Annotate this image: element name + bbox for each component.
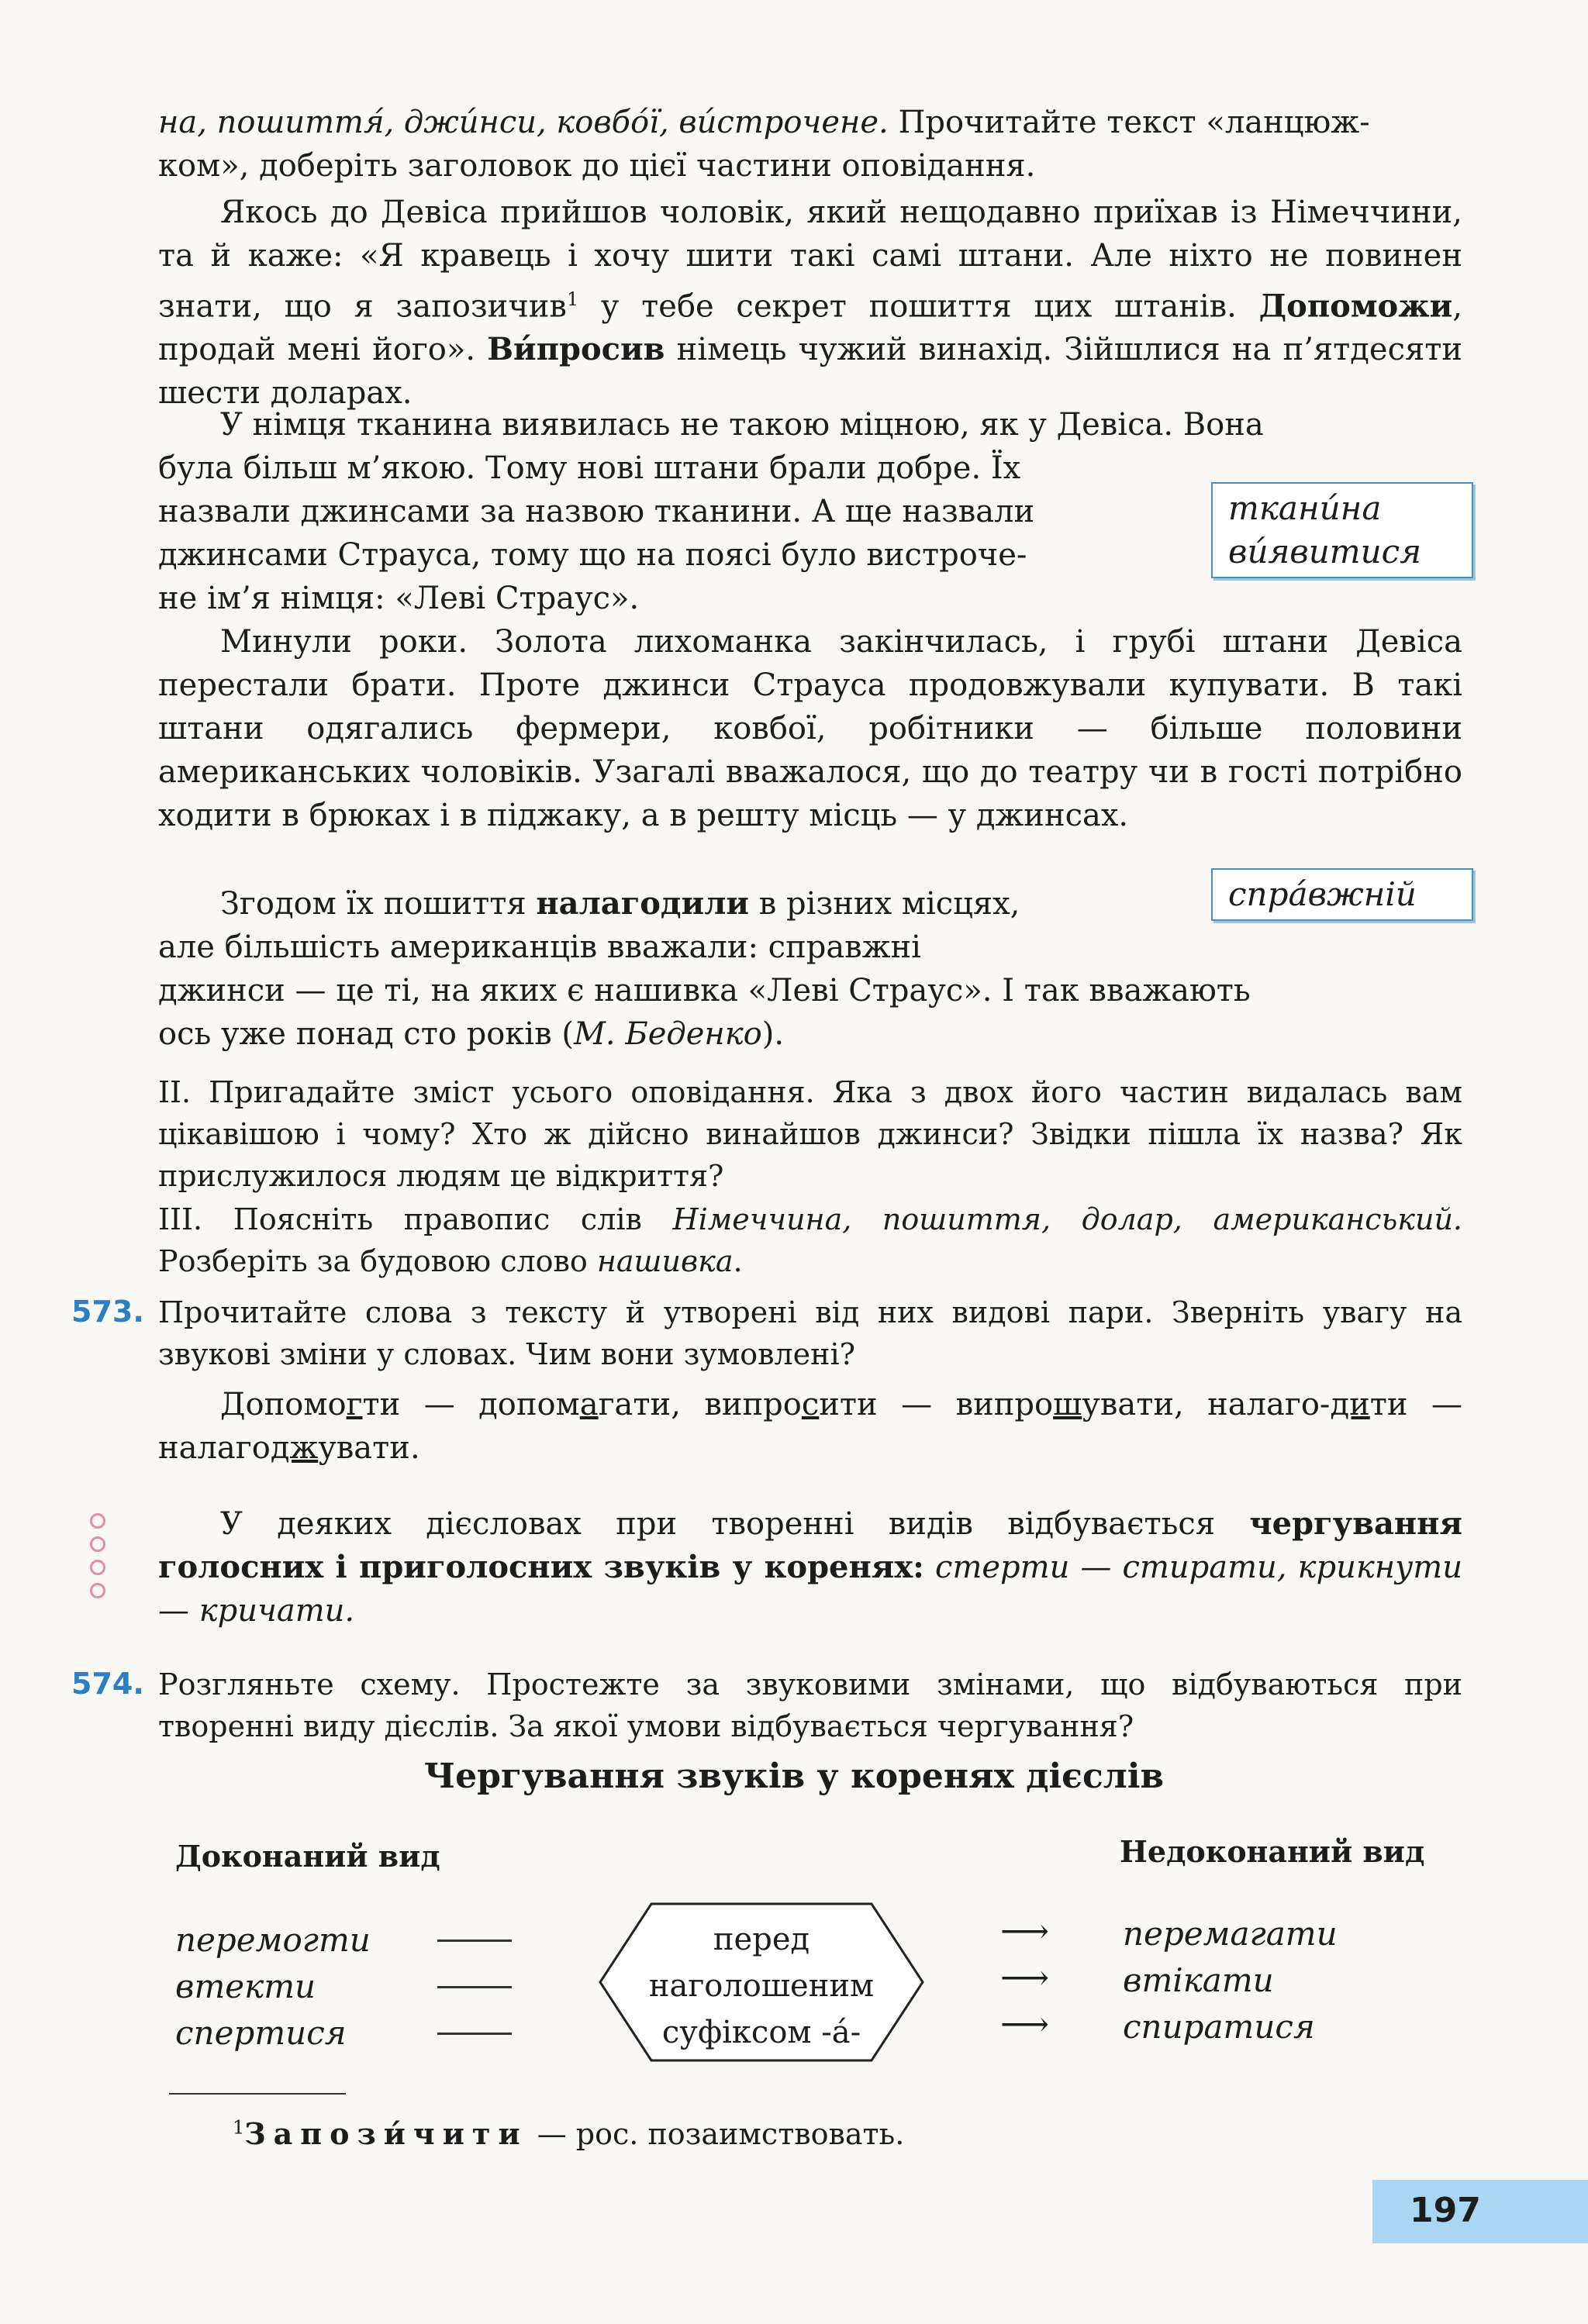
task-2: II. Пригадайте зміст усього оповідання. Яка з двох його частин видалась вам цікавішою і чому? Хто ж дійсно винайшов джинси? Звідки пішла їх назва? Як прислужилося людям це відкриття? (158, 1075, 1462, 1193)
p4-line-2: але більшість американців вважали: справжні (158, 929, 921, 965)
gloss-word-tkanyna: ткани́на (1228, 489, 1382, 527)
intro-text-2: ком», доберіть заголовок до цієї частини оповідання. (158, 148, 1036, 184)
intro-text (158, 101, 1462, 188)
footnote (233, 2116, 904, 2151)
p1-text-d: німець чужий винахід. Зійшлися на п’ятдесяти шести доларах. (158, 332, 1462, 412)
intro-text-1: Прочитайте текст «ланцюж- (888, 105, 1370, 140)
underlined-sound: ш (1053, 1387, 1082, 1422)
word-part: увати, налаго- (1082, 1387, 1331, 1422)
exercise-574: Розгляньте схему. Простежте за звуковими змінами, що відбуваються при творенні виду дієслів. За якої умови відбувається чергування? (158, 1667, 1462, 1743)
p1-text-b: у тебе секрет пошиття цих штанів. (578, 288, 1259, 325)
underlined-sound: а (579, 1387, 599, 1422)
hexagon-line-3: суфіксом -á- (661, 2015, 861, 2050)
gloss-box-1 (1211, 482, 1473, 578)
underlined-sound: г (346, 1387, 363, 1422)
word-part: увати. (318, 1430, 420, 1466)
word-part: Допомо (220, 1387, 347, 1422)
imperfective-verb-3: спиратися (1123, 2008, 1315, 2046)
task3-text-b: Розберіть за будовою слово (158, 1244, 597, 1278)
exercise-number-573: 573. (71, 1295, 144, 1329)
connector-line (437, 1940, 512, 1942)
p2-line-1: У німця тканина виявилась не такою міцною, як у Девіса. Вона (220, 407, 1264, 443)
rule-bold: чергування голосних і приголосних звуків у коренях: (158, 1505, 1462, 1585)
task3-italic-2: нашивка (596, 1244, 734, 1278)
p1-bold-1: Допоможи (1258, 288, 1453, 325)
rule-marker-icon (90, 1513, 113, 1606)
connector-line (437, 1986, 512, 1988)
underlined-sound: с (801, 1387, 820, 1422)
page-number: 197 (1410, 2191, 1481, 2230)
footnote-word: Запози́чити (244, 2116, 528, 2151)
p2-line-3: назвали джинсами за назвою тканини. А ще назвали (158, 494, 1035, 529)
p1-text-c: , продай мені його». (158, 288, 1463, 368)
p1-text-a: Якось до Девіса прийшов чоловік, який нещодавно приїхав із Німеччини, та й каже: «Я кравець і хочу шити такі самі штани. Але ніхто не повинен знати, що я запозичив (158, 195, 1462, 325)
paragraph-3: Минули роки. Золота лихоманка закінчилась, і грубі штани Девіса перестали брати. Проте джинси Страуса продовжували купувати. В такі штани одягались фермери, ковбої, робітники — більше половини американських чоловіків. Узагалі вважалося, що до театру чи в гості потрібно ходити в брюках і в піджаку, а в решту місць — у джинсах. (158, 624, 1462, 833)
underlined-sound: ди (1330, 1387, 1370, 1422)
footnote-divider (169, 2093, 346, 2095)
p2-line-2: була більш м’якою. Тому нові штани брали добре. Їх (158, 450, 1021, 486)
p4-line-3: джинси — це ті, на яких є нашивка «Леві Страус». І так вважають (158, 973, 1251, 1009)
imperfective-verb-1: перемагати (1123, 1915, 1338, 1953)
word-part: ти — налаго (158, 1387, 1462, 1466)
task3-italic: Німеччина, пошиття, долар, американський. (672, 1202, 1462, 1236)
underlined-sound: дж (270, 1430, 319, 1466)
word-part: ити — випро (819, 1387, 1054, 1422)
column-header-imperfective: Недоконаний вид (1120, 1834, 1425, 1869)
gloss-box-2 (1211, 868, 1473, 921)
task3-text-c: . (733, 1244, 743, 1278)
footnote-text: — рос. позаимствовать. (527, 2117, 905, 2151)
p4-text-c: ось уже понад сто років ( (158, 1016, 574, 1052)
rule-examples: стерти — стирати, крикнути — кричати. (158, 1550, 1462, 1629)
paragraph-1 (158, 191, 1462, 415)
diagram-title: Чергування звуків у коренях дієслів (423, 1757, 1165, 1796)
hexagon-line-1: перед (713, 1922, 810, 1957)
word-part: ти — допом (362, 1387, 580, 1422)
footnote-mark: 1 (233, 2116, 245, 2139)
p1-bold-2: Ви́просив (487, 331, 665, 368)
word-part: гати, випро (598, 1387, 802, 1422)
intro-italic-words: на, пошиття́, джи́нси, ковбо́ї, ви́строчене. (158, 105, 889, 140)
exercise-573: Прочитайте слова з тексту й утворені від них видові пари. Зверніть увагу на звукові зміни у словах. Чим вони зумовлені? (158, 1295, 1462, 1371)
task-3 (158, 1198, 1462, 1282)
p2-line-5: не ім’я німця: «Леві Страус». (158, 581, 640, 616)
column-header-perfective: Доконаний вид (175, 1839, 440, 1874)
imperfective-verb-2: втікати (1123, 1961, 1274, 1999)
gloss-word-spravzhnii: спра́вжній (1228, 875, 1417, 913)
exercise-number-574: 574. (71, 1667, 144, 1701)
arrow-right-icon: ⟶ (1000, 2005, 1050, 2044)
task3-text-a: III. Поясніть правопис слів (158, 1202, 673, 1236)
p2-line-4: джинсами Страуса, тому що на поясі було вистроче- (158, 537, 1027, 573)
p4-text-a: Згодом їх пошиття (220, 886, 537, 922)
hexagon-text (597, 1916, 926, 2056)
perfective-verb-1: перемогти (175, 1921, 371, 1959)
rule-text: У деяких дієсловах при творенні видів відбувається (220, 1506, 1250, 1542)
p4-text-d: ). (761, 1016, 785, 1052)
gloss-word-vyiavytysia: ви́явитися (1228, 533, 1422, 571)
exercise-573-words (158, 1383, 1462, 1470)
arrow-right-icon: ⟶ (1000, 1912, 1050, 1951)
p4-text-b: в різних місцях, (749, 886, 1020, 922)
hexagon-line-2: наголошеним (648, 1968, 875, 2004)
arrow-right-icon: ⟶ (1000, 1958, 1050, 1998)
author-name: М. Беденко (573, 1016, 762, 1052)
grammar-rule (158, 1502, 1462, 1633)
p4-bold: налагодили (536, 885, 750, 922)
footnote-ref: 1 (566, 288, 579, 310)
connector-line (437, 2033, 512, 2035)
perfective-verb-2: втекти (175, 1967, 316, 2005)
perfective-verb-3: спертися (175, 2014, 347, 2052)
